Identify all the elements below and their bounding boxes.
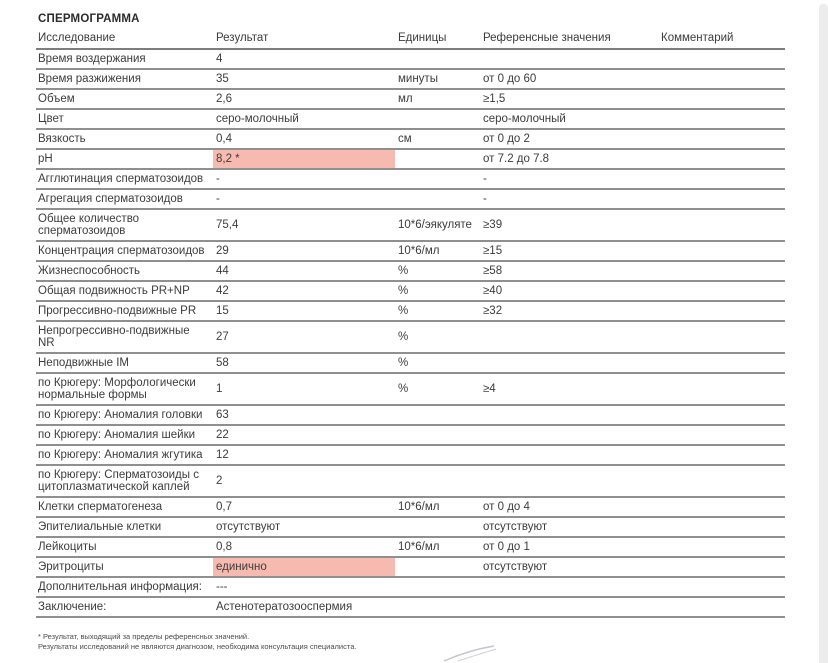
test-name-cell: по Крюгеру: Аномалия шейки [36,425,213,445]
column-header-reference: Референсные значения [480,31,658,49]
test-name-cell: Объем [36,89,213,109]
reference-cell: от 0 до 1 [480,537,658,557]
comment-cell [658,209,785,241]
table-row [36,353,785,373]
reference-cell: ≥1,5 [480,89,658,109]
result-cell: --- [213,577,395,597]
table-row [36,445,785,465]
test-name-cell: Неподвижные IM [36,353,213,373]
table-row [36,517,785,537]
test-name-cell: Клетки сперматогенеза [36,497,213,517]
units-cell: % [395,301,480,321]
comment-cell [658,281,785,301]
comment-cell [658,465,785,497]
result-cell: 12 [213,445,395,465]
table-row [36,69,785,89]
reference-cell [480,49,658,69]
reference-cell: - [480,169,658,189]
column-header-result: Результат [213,31,395,49]
reference-cell: от 0 до 4 [480,497,658,517]
result-cell: серо-молочный [213,109,395,129]
table-row [36,537,785,557]
units-cell [395,149,480,169]
footnote-disclaimer: Результаты исследований не являются диагнозом, необходима консультация специалиста. [38,641,357,651]
table-row [36,149,785,169]
reference-cell: отсутствуют [480,517,658,537]
table-row [36,129,785,149]
comment-cell [658,49,785,69]
results-table-body [36,49,785,617]
test-name-cell: Время разжижения [36,69,213,89]
units-cell: % [395,353,480,373]
table-row [36,465,785,497]
result-cell: 2 [213,465,395,497]
test-name-cell: Заключение: [36,597,213,617]
units-cell [395,169,480,189]
reference-cell: ≥40 [480,281,658,301]
units-cell [395,109,480,129]
reference-cell [480,425,658,445]
result-cell: 63 [213,405,395,425]
result-cell: 1 [213,373,395,405]
result-cell: 58 [213,353,395,373]
comment-cell [658,445,785,465]
test-name-cell: по Крюгеру: Сперматозоиды с цитоплазматической каплей [36,465,213,497]
result-cell: - [213,169,395,189]
reference-cell [480,405,658,425]
column-header-test: Исследование [36,31,213,49]
table-row [36,373,785,405]
result-cell: 4 [213,49,395,69]
result-cell: 0,4 [213,129,395,149]
test-name-cell: Прогрессивно-подвижные PR [36,301,213,321]
units-cell: мл [395,89,480,109]
table-row [36,281,785,301]
test-name-cell: Лейкоциты [36,537,213,557]
test-name-cell: Непрогрессивно-подвижные NR [36,321,213,353]
results-table-header [36,31,785,49]
comment-cell [658,321,785,353]
result-cell: 0,7 [213,497,395,517]
table-row [36,261,785,281]
reference-cell: ≥4 [480,373,658,405]
table-row [36,577,785,597]
comment-cell [658,405,785,425]
units-cell [395,425,480,445]
report-title: СПЕРМОГРАММА [38,13,140,25]
results-table [36,31,785,618]
test-name-cell: Цвет [36,109,213,129]
units-cell [395,445,480,465]
units-cell [395,405,480,425]
result-cell: 29 [213,241,395,261]
units-cell [395,49,480,69]
table-row [36,241,785,261]
test-name-cell: Концентрация сперматозоидов [36,241,213,261]
comment-cell [658,301,785,321]
comment-cell [658,169,785,189]
table-row [36,557,785,577]
header-row [36,31,785,49]
test-name-cell: Время воздержания [36,49,213,69]
test-name-cell: по Крюгеру: Морфологически нормальные формы [36,373,213,405]
units-cell: минуты [395,69,480,89]
reference-cell [480,353,658,373]
result-cell: 0,8 [213,537,395,557]
comment-cell [658,109,785,129]
units-cell: % [395,281,480,301]
reference-cell: ≥15 [480,241,658,261]
test-name-cell: Эритроциты [36,557,213,577]
reference-cell: от 0 до 2 [480,129,658,149]
comment-cell [658,129,785,149]
result-cell: 27 [213,321,395,353]
result-cell: 75,4 [213,209,395,241]
table-row [36,169,785,189]
result-cell: 2,6 [213,89,395,109]
comment-cell [658,517,785,537]
comment-cell [658,89,785,109]
units-cell: % [395,373,480,405]
reference-cell [480,445,658,465]
test-name-cell: Агглютинация сперматозоидов [36,169,213,189]
test-name-cell: Жизнеспособность [36,261,213,281]
units-cell: 10*6/мл [395,241,480,261]
test-name-cell: Общее количество сперматозоидов [36,209,213,241]
comment-cell [658,425,785,445]
units-cell: % [395,321,480,353]
reference-cell: отсутствуют [480,557,658,577]
test-name-cell: по Крюгеру: Аномалия жгутика [36,445,213,465]
column-header-units: Единицы [395,31,480,49]
reference-cell [480,597,658,617]
reference-cell: серо-молочный [480,109,658,129]
units-cell [395,189,480,209]
reference-cell [480,465,658,497]
result-cell: 35 [213,69,395,89]
reference-cell: от 0 до 60 [480,69,658,89]
column-header-comment: Комментарий [658,31,785,49]
comment-cell [658,353,785,373]
comment-cell [658,557,785,577]
comment-cell [658,373,785,405]
units-cell: см [395,129,480,149]
reference-cell [480,321,658,353]
table-row [36,209,785,241]
test-name-cell: по Крюгеру: Аномалия головки [36,405,213,425]
test-name-cell: Дополнительная информация: [36,577,213,597]
result-cell: отсутствуют [213,517,395,537]
test-name-cell: pH [36,149,213,169]
units-cell: 10*6/эякуляте [395,209,480,241]
comment-cell [658,597,785,617]
test-name-cell: Эпителиальные клетки [36,517,213,537]
table-row [36,89,785,109]
comment-cell [658,577,785,597]
table-row [36,497,785,517]
table-row [36,301,785,321]
test-name-cell: Общая подвижность PR+NP [36,281,213,301]
reference-cell: от 7.2 до 7.8 [480,149,658,169]
table-row [36,189,785,209]
result-cell: 15 [213,301,395,321]
footnotes [38,632,356,651]
comment-cell [658,189,785,209]
table-row [36,49,785,69]
reference-cell: ≥58 [480,261,658,281]
comment-cell [658,261,785,281]
signature-mark [438,644,508,663]
units-cell [395,597,480,617]
comment-cell [658,537,785,557]
reference-cell: - [480,189,658,209]
scrollbar-track[interactable] [819,4,828,663]
units-cell [395,517,480,537]
comment-cell [658,497,785,517]
units-cell: 10*6/мл [395,497,480,517]
footnote-abnormal-result: * Результат, выходящий за пределы референсных значений. [38,632,250,641]
result-cell: единично [213,557,395,577]
table-row [36,321,785,353]
test-name-cell: Агрегация сперматозоидов [36,189,213,209]
comment-cell [658,149,785,169]
units-cell: 10*6/мл [395,537,480,557]
result-cell: 8,2 * [213,149,395,169]
result-cell: Астенотератозооспермия [213,597,395,617]
test-name-cell: Вязкость [36,129,213,149]
units-cell [395,577,480,597]
units-cell [395,465,480,497]
result-cell: - [213,189,395,209]
comment-cell [658,69,785,89]
units-cell [395,557,480,577]
table-row [36,109,785,129]
reference-cell [480,577,658,597]
table-row [36,425,785,445]
table-row [36,597,785,617]
result-cell: 42 [213,281,395,301]
units-cell: % [395,261,480,281]
reference-cell: ≥32 [480,301,658,321]
reference-cell: ≥39 [480,209,658,241]
table-row [36,405,785,425]
result-cell: 22 [213,425,395,445]
result-cell: 44 [213,261,395,281]
comment-cell [658,241,785,261]
